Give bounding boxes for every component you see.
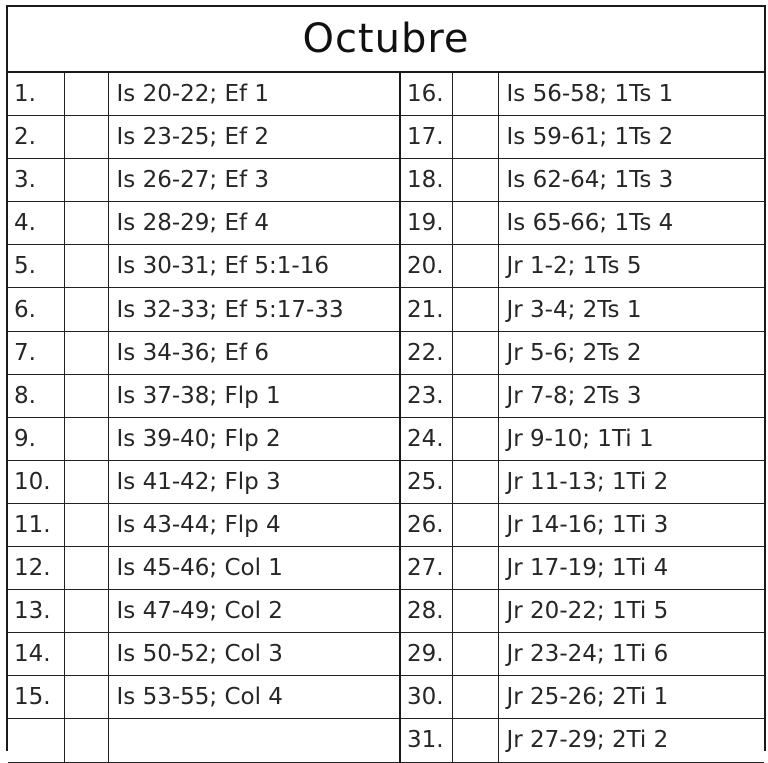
reading-text: Is 41-42; Flp 3 (108, 460, 400, 503)
check-box-cell (452, 633, 498, 676)
reading-text: Jr 27-29; 2Ti 2 (498, 719, 764, 762)
check-box-cell (64, 676, 108, 719)
day-number: 28. (400, 590, 452, 633)
day-number: 23. (400, 374, 452, 417)
day-number: 7. (8, 331, 64, 374)
table-row (8, 547, 764, 590)
day-number: 26. (400, 503, 452, 546)
reading-text: Jr 23-24; 1Ti 6 (498, 633, 764, 676)
check-box-cell (64, 288, 108, 331)
check-box-cell (452, 288, 498, 331)
reading-text: Is 32-33; Ef 5:17-33 (108, 288, 400, 331)
check-box-cell (64, 460, 108, 503)
day-number: 21. (400, 288, 452, 331)
check-box-cell (452, 417, 498, 460)
table-row (8, 73, 764, 116)
table-row (8, 374, 764, 417)
check-box-cell (452, 676, 498, 719)
table-row (8, 202, 764, 245)
check-box-cell (64, 417, 108, 460)
day-number: 27. (400, 547, 452, 590)
day-number: 25. (400, 460, 452, 503)
day-number: 11. (8, 503, 64, 546)
reading-text: Jr 1-2; 1Ts 5 (498, 245, 764, 288)
check-box-cell (452, 116, 498, 159)
reading-text (108, 719, 400, 762)
reading-text: Jr 20-22; 1Ti 5 (498, 590, 764, 633)
day-number: 31. (400, 719, 452, 762)
day-number: 19. (400, 202, 452, 245)
reading-text: Is 45-46; Col 1 (108, 547, 400, 590)
table-row (8, 116, 764, 159)
table-row (8, 719, 764, 762)
day-number: 20. (400, 245, 452, 288)
reading-text: Is 26-27; Ef 3 (108, 159, 400, 202)
reading-text: Is 28-29; Ef 4 (108, 202, 400, 245)
day-number: 6. (8, 288, 64, 331)
check-box-cell (64, 503, 108, 546)
day-number: 24. (400, 417, 452, 460)
day-number: 18. (400, 159, 452, 202)
day-number: 3. (8, 159, 64, 202)
check-box-cell (452, 503, 498, 546)
reading-text: Is 50-52; Col 3 (108, 633, 400, 676)
table-row (8, 633, 764, 676)
check-box-cell (64, 331, 108, 374)
table-row (8, 590, 764, 633)
reading-text: Is 53-55; Col 4 (108, 676, 400, 719)
reading-text: Is 34-36; Ef 6 (108, 331, 400, 374)
reading-text: Is 39-40; Flp 2 (108, 417, 400, 460)
table-row (8, 288, 764, 331)
reading-text: Is 37-38; Flp 1 (108, 374, 400, 417)
reading-text: Jr 11-13; 1Ti 2 (498, 460, 764, 503)
reading-text: Jr 17-19; 1Ti 4 (498, 547, 764, 590)
day-number: 14. (8, 633, 64, 676)
day-number: 29. (400, 633, 452, 676)
reading-plan-sheet (6, 5, 766, 754)
check-box-cell (452, 547, 498, 590)
reading-text: Is 62-64; 1Ts 3 (498, 159, 764, 202)
day-number: 12. (8, 547, 64, 590)
day-number: 22. (400, 331, 452, 374)
check-box-cell (64, 633, 108, 676)
check-box-cell (64, 547, 108, 590)
reading-text: Jr 9-10; 1Ti 1 (498, 417, 764, 460)
reading-text: Is 23-25; Ef 2 (108, 116, 400, 159)
day-number: 2. (8, 116, 64, 159)
reading-text: Jr 3-4; 2Ts 1 (498, 288, 764, 331)
day-number (8, 719, 64, 762)
reading-table-body (8, 73, 764, 762)
day-number: 10. (8, 460, 64, 503)
reading-table (8, 73, 764, 763)
check-box-cell (64, 374, 108, 417)
check-box-cell (452, 374, 498, 417)
day-number: 30. (400, 676, 452, 719)
check-box-cell (64, 590, 108, 633)
reading-text: Jr 25-26; 2Ti 1 (498, 676, 764, 719)
month-title: Octubre (8, 7, 764, 73)
reading-text: Is 59-61; 1Ts 2 (498, 116, 764, 159)
reading-text: Is 30-31; Ef 5:1-16 (108, 245, 400, 288)
day-number: 8. (8, 374, 64, 417)
reading-text: Is 20-22; Ef 1 (108, 73, 400, 116)
check-box-cell (64, 202, 108, 245)
check-box-cell (452, 331, 498, 374)
table-row (8, 417, 764, 460)
check-box-cell (452, 202, 498, 245)
check-box-cell (64, 116, 108, 159)
reading-text: Jr 7-8; 2Ts 3 (498, 374, 764, 417)
check-box-cell (452, 159, 498, 202)
check-box-cell (64, 159, 108, 202)
day-number: 13. (8, 590, 64, 633)
day-number: 15. (8, 676, 64, 719)
table-row (8, 245, 764, 288)
table-row (8, 460, 764, 503)
day-number: 9. (8, 417, 64, 460)
check-box-cell (64, 719, 108, 762)
table-row (8, 503, 764, 546)
day-number: 17. (400, 116, 452, 159)
check-box-cell (452, 719, 498, 762)
check-box-cell (452, 460, 498, 503)
day-number: 1. (8, 73, 64, 116)
table-row (8, 331, 764, 374)
reading-text: Is 56-58; 1Ts 1 (498, 73, 764, 116)
day-number: 5. (8, 245, 64, 288)
table-row (8, 676, 764, 719)
check-box-cell (452, 245, 498, 288)
reading-text: Is 43-44; Flp 4 (108, 503, 400, 546)
reading-text: Is 47-49; Col 2 (108, 590, 400, 633)
day-number: 4. (8, 202, 64, 245)
reading-text: Jr 5-6; 2Ts 2 (498, 331, 764, 374)
check-box-cell (452, 73, 498, 116)
check-box-cell (452, 590, 498, 633)
reading-text: Is 65-66; 1Ts 4 (498, 202, 764, 245)
reading-text: Jr 14-16; 1Ti 3 (498, 503, 764, 546)
table-row (8, 159, 764, 202)
check-box-cell (64, 245, 108, 288)
check-box-cell (64, 73, 108, 116)
day-number: 16. (400, 73, 452, 116)
